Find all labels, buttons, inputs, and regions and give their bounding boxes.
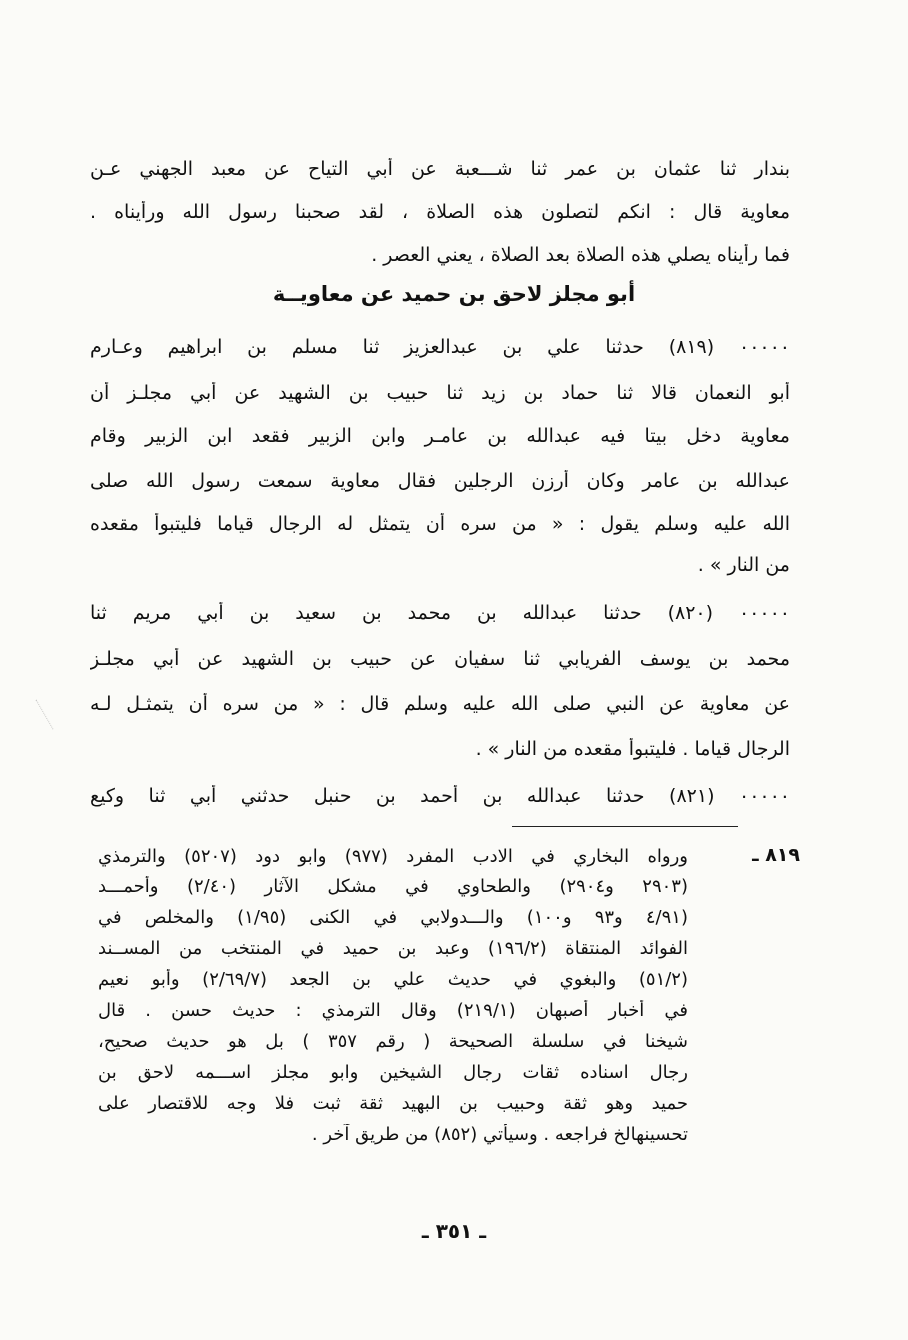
scan-smudge bbox=[36, 685, 80, 730]
text-line: فما رأيناه يصلي هذه الصلاة بعد الصلاة ، يعني العصر . bbox=[371, 244, 790, 266]
footnote-line: الفوائد المنتقاة (١٩٦/٢) وعبد بن حميد في المنتخب من المســند bbox=[98, 938, 688, 959]
hadith-821-line: ٠٠٠٠٠ (٨٢١) حدثنا عبدالله بن أحمد بن حنبل حدثني أبي ثنا وكيع bbox=[90, 785, 790, 807]
hadith-820-line: الرجال قياما . فليتبوأ مقعده من النار » . bbox=[475, 738, 790, 760]
hadith-820-line: عن معاوية عن النبي صلى الله عليه وسلم قال : « من سره أن يتمثـل لـه bbox=[90, 693, 790, 715]
hadith-820-line: ٠٠٠٠٠ (٨٢٠) حدثنا عبدالله بن محمد بن سعيد بن أبي مريم ثنا bbox=[90, 602, 790, 624]
hadith-820-line: محمد بن يوسف الفريابي ثنا سفيان عن حبيب بن الشهيد عن أبي مجلـز bbox=[90, 648, 790, 670]
footnote-line: شيخنا في سلسلة الصحيحة ( رقم ٣٥٧ ) بل هو حديث صحيح، bbox=[98, 1031, 688, 1052]
hadith-819-line: الله عليه وسلم يقول : « من سره أن يتمثل له الرجال قياما فليتبوأ مقعده bbox=[90, 513, 790, 535]
page-number: ـ ٣٥١ ـ bbox=[421, 1219, 487, 1243]
hadith-819-line: من النار » . bbox=[697, 554, 790, 576]
footnote-line: ورواه البخاري في الادب المفرد (٩٧٧) وابو دود (٥٢٠٧) والترمذي bbox=[98, 846, 688, 867]
text-line: بندار ثنا عثمان بن عمر ثنا شـــعبة عن أبي التياح عن معبد الجهني عـن bbox=[90, 158, 790, 180]
hadith-819-line: معاوية دخل بيتا فيه عبدالله بن عامـر وابن الزبير فقعد ابن الزبير وقام bbox=[90, 425, 790, 447]
footnote-line: (٤/٩١ و٩٣ و١٠٠) والـــدولابي في الكنى (١/٩٥) والمخلص في bbox=[98, 907, 688, 928]
hadith-819-line: ٠٠٠٠٠ (٨١٩) حدثنا علي بن عبدالعزيز ثنا مسلم بن ابراهيم وعـارم bbox=[90, 336, 790, 358]
hadith-819-line: أبو النعمان قالا ثنا حماد بن زيد ثنا حبيب بن الشهيد عن أبي مجلـز أن bbox=[90, 382, 790, 404]
footnote-number: ٨١٩ ـ bbox=[752, 844, 800, 866]
footnote-line: تحسينهالخ فراجعه . وسيأتي (٨٥٢) من طريق آخر . bbox=[311, 1124, 688, 1145]
footnote-divider bbox=[512, 826, 738, 827]
footnote-line: رجال اسناده ثقات رجال الشيخين وابو مجلز اســـمه لاحق بن bbox=[98, 1062, 688, 1083]
section-heading: أبو مجلز لاحق بن حميد عن معاويــة bbox=[272, 282, 636, 306]
footnote-line: (٥١/٢) والبغوي في حديث علي بن الجعد (٢/٦٩/٧) وأبو نعيم bbox=[98, 969, 688, 990]
footnote-line: في أخبار أصبهان (٢١٩/١) وقال الترمذي : حديث حسن . قال bbox=[98, 1000, 688, 1021]
text-line: معاوية قال : انكم لتصلون هذه الصلاة ، لقد صحبنا رسول الله ورأيناه . bbox=[90, 201, 790, 223]
footnote-line: حميد وهو ثقة وحبيب بن البهيد ثقة ثبت فلا وجه للاقتصار على bbox=[98, 1093, 688, 1114]
hadith-819-line: عبدالله بن عامر وكان أرزن الرجلين فقال معاوية سمعت رسول الله صلى bbox=[90, 470, 790, 492]
footnote-line: (٢٩٠٣ و٢٩٠٤) والطحاوي في مشكل الآثار (٢/٤٠) وأحمـــد bbox=[98, 876, 688, 897]
